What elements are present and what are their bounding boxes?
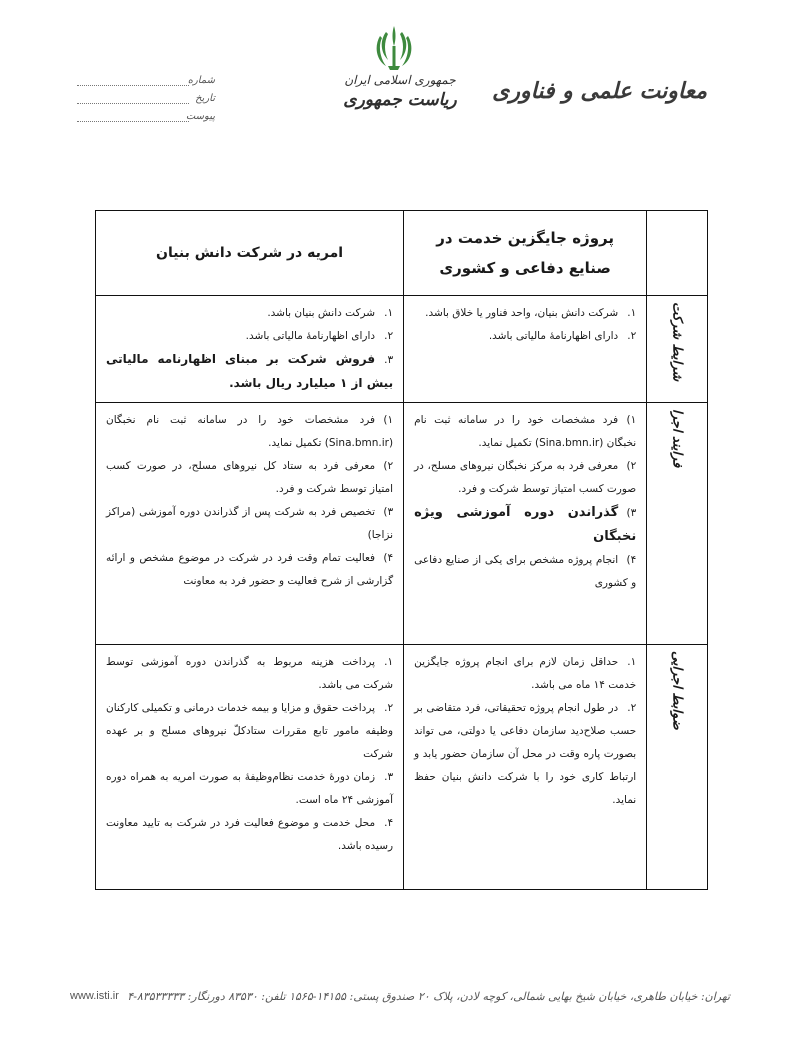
list-item: ۳.فروش شرکت بر مبنای اظهارنامه مالیاتی بیش از ۱ میلیارد ریال باشد.	[106, 352, 394, 390]
comparison-table	[95, 210, 708, 890]
meta-attachment-label: پیوست	[185, 111, 215, 122]
row-label: فرایند اجرا	[669, 409, 685, 468]
list-item: ۳)تخصیص فرد به شرکت پس از گذراندن دوره آموزشی (مراکز نزاجا)	[106, 506, 394, 541]
list-item: ۳.زمان دورهٔ خدمت نظام‌وظیفهٔ به صورت امریه به همراه دوره آموزشی ۲۴ ماه است.	[106, 771, 394, 806]
list-item: ۱.شرکت دانش بنیان، واحد فناور یا خلاق باشد.	[425, 307, 637, 319]
row-label: ضوابط اجرایی	[669, 651, 685, 730]
vp-title: معاونت علمی و فناوری	[492, 78, 707, 104]
list-item: ۲)معرفی فرد به مرکز نخبگان نیروهای مسلح، در صورت کسب امتیاز توسط شرکت و فرد.	[414, 460, 637, 495]
list-item: ۱)فرد مشخصات خود را در سامانه ثبت نام نخبگان (Sina.bmn.ir) تکمیل نماید.	[414, 414, 637, 449]
list-item: ۴)انجام پروژه مشخص برای یکی از صنایع دفاعی و کشوری	[414, 554, 637, 589]
footer-address: تهران: خیابان طاهری، خیابان شیخ بهایی شمالی، کوچه لادن، پلاک ۲۰ صندوق پستی: ۱۴۱۵۵-۱۵۶۵ تلفن: ۸۳۵۳۰ دورنگار: ۸۳۵۳۳۳۳۳-۴	[127, 989, 730, 1003]
list-item: ۲)معرفی فرد به ستاد کل نیروهای مسلح، در صورت کسب امتیاز توسط شرکت و فرد.	[106, 460, 394, 495]
list-item: ۲.در طول انجام پروژه تحقیقاتی، فرد متقاضی بر حسب صلاح‌دید سازمان دفاعی یا دولتی، می تواند بصورت پاره وقت در محل آن سازمان حضور یابد و ارتباط کاری خود را با شرکت دانش بنیان حفظ نماید.	[414, 702, 637, 806]
list-item: ۴)فعالیت تمام وقت فرد در شرکت در موضوع مشخص و ارائه گزارشی از شرح فعالیت و حضور فرد به معاونت	[106, 552, 394, 587]
list-item: ۲.پرداخت حقوق و مزایا و بیمه خدمات درمانی و تکمیلی کارکنان وظیفه مامور تابع مقررات ستادکلّ نیروهای مسلح و بر عهده شرکت	[106, 702, 394, 760]
list-item: ۲.دارای اظهارنامهٔ مالیاتی باشد.	[488, 330, 637, 342]
iran-emblem-icon	[372, 22, 416, 72]
letter-meta	[75, 68, 215, 122]
meta-date-label: تاریخ	[195, 93, 215, 104]
row-label: شرایط شرکت	[669, 302, 685, 382]
list-item: ۱)فرد مشخصات خود را در سامانه ثبت نام نخبگان (Sina.bmn.ir) تکمیل نماید.	[106, 414, 394, 449]
list-item: ۳)گذراندن دوره آموزشی ویژه نخبگان	[414, 505, 637, 544]
republic-title	[340, 72, 460, 112]
list-item: ۲.دارای اظهارنامهٔ مالیاتی باشد.	[245, 330, 394, 342]
list-item: ۱.پرداخت هزینه مربوط به گذراندن دوره آموزشی توسط شرکت می باشد.	[106, 656, 394, 691]
footer	[70, 984, 730, 1008]
republic-line2: ریاست جمهوری	[343, 90, 457, 110]
list-item: ۱.حداقل زمان لازم برای انجام پروژه جایگزین خدمت ۱۴ ماه می باشد.	[414, 656, 637, 691]
meta-number-label: شماره	[187, 75, 215, 86]
letterhead	[0, 0, 805, 150]
head-amrieh: امریه در شرکت دانش بنیان	[96, 211, 404, 296]
republic-line1: جمهوری اسلامی ایران	[344, 73, 456, 87]
footer-website[interactable]: www.isti.ir	[70, 990, 119, 1002]
head-alt-project: پروژه جایگزین خدمت در صنایع دفاعی و کشوری	[404, 211, 647, 296]
table-row	[96, 296, 708, 403]
table-head-row	[96, 211, 708, 296]
table-row	[96, 645, 708, 890]
list-item: ۴.محل خدمت و موضوع فعالیت فرد در شرکت به تایید معاونت رسیده باشد.	[106, 817, 394, 852]
list-item: ۱.شرکت دانش بنیان باشد.	[267, 307, 394, 319]
table-row	[96, 403, 708, 645]
